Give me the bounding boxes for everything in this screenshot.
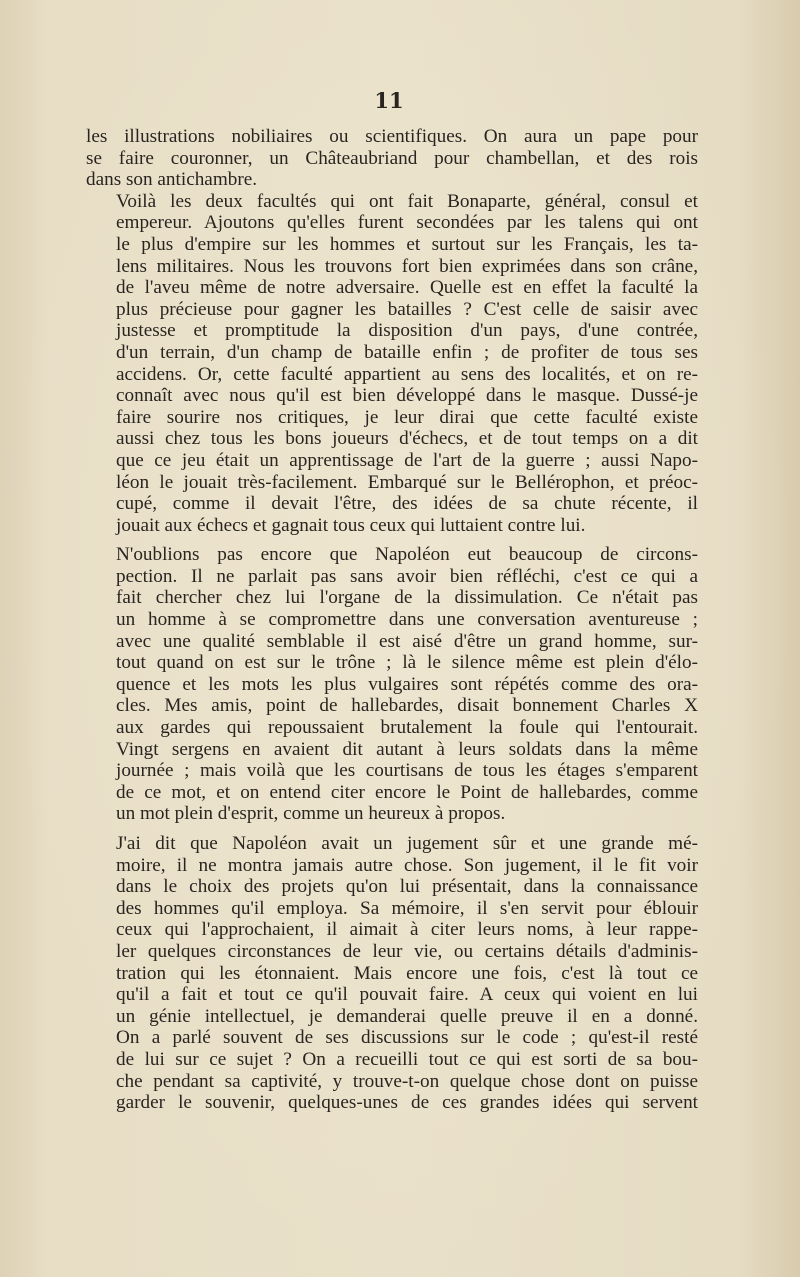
- text-line: J'ai dit que Napoléon avait un jugement sûr et une grande mé-: [116, 833, 698, 854]
- text-line: de ce mot, et on entend citer encore le Point de hallebardes, comme: [116, 781, 698, 803]
- text-line: faire sourire nos critiques, je leur dirai que cette faculté existe: [116, 406, 698, 428]
- text-line: de lui sur ce sujet ? On a recueilli tout ce qui est sorti de sa bou-: [116, 1048, 698, 1070]
- text-line: avec une qualité semblable il est aisé d'être un grand homme, sur-: [116, 630, 698, 652]
- text-line: des hommes qu'il employa. Sa mémoire, il s'en servit pour éblouir: [116, 897, 698, 919]
- text-line: N'oublions pas encore que Napoléon eut beaucoup de circons-: [116, 544, 698, 566]
- text-line: plus précieuse pour gagner les batailles ? C'est celle de saisir avec: [116, 298, 698, 320]
- text-line: garder le souvenir, quelques-unes de ces grandes idées qui servent: [116, 1092, 698, 1114]
- text-line: un homme à se compromettre dans une conversation aventureuse ;: [116, 609, 698, 631]
- text-line: de l'aveu même de notre adversaire. Quelle est en effet la faculté la: [116, 277, 698, 299]
- text-line: aussi chez tous les bons joueurs d'échecs, et de tout temps on a dit: [116, 428, 698, 450]
- text-line: se faire couronner, un Châteaubriand pour chambellan, et des rois: [86, 147, 698, 169]
- text-line: On a parlé souvent de ses discussions sur le code ; qu'est-il resté: [116, 1027, 698, 1049]
- page-body: [86, 126, 698, 1114]
- text-line: cupé, comme il devait l'être, des idées de sa chute récente, il: [116, 493, 698, 515]
- text-line: ceux qui l'approchaient, il aimait à citer leurs noms, à leur rappe-: [116, 919, 698, 941]
- text-line: empereur. Ajoutons qu'elles furent secondées par les talens qui ont: [116, 212, 698, 234]
- text-line: que ce jeu était un apprentissage de l'art de la guerre ; aussi Napo-: [116, 449, 698, 471]
- text-line: Vingt sergens en avaient dit autant à leurs soldats dans la même: [116, 738, 698, 760]
- text-line: accidens. Or, cette faculté appartient au sens des localités, et on re-: [116, 363, 698, 385]
- text-line: qu'il a fait et tout ce qu'il pouvait faire. A ceux qui voient en lui: [116, 984, 698, 1006]
- text-line: d'un terrain, d'un champ de bataille enfin ; de profiter de tous ses: [116, 341, 698, 363]
- text-line: léon le jouait très-facilement. Embarqué sur le Bellérophon, et préoc-: [116, 471, 698, 493]
- paragraph: [86, 833, 698, 1114]
- text-line: pection. Il ne parlait pas sans avoir bien réfléchi, c'est ce qui a: [116, 565, 698, 587]
- text-line: le plus d'empire sur les hommes et surtout sur les Français, les ta-: [116, 233, 698, 255]
- paragraph: [86, 191, 698, 537]
- text-line: un génie intellectuel, je demanderai quelle preuve il en a donné.: [116, 1005, 698, 1027]
- text-line: quence et les mots les plus vulgaires sont répétés comme des ora-: [116, 673, 698, 695]
- text-line: justesse et promptitude la disposition d'un pays, d'une contrée,: [116, 320, 698, 342]
- paragraph-gap: [86, 536, 698, 544]
- text-line: ler quelques circonstances de leur vie, ou certains détails d'adminis-: [116, 940, 698, 962]
- text-line: dans le choix des projets qu'on lui présentait, dans la connaissance: [116, 876, 698, 898]
- text-line: fait chercher chez lui l'organe de la dissimulation. Ce n'était pas: [116, 587, 698, 609]
- paragraph-gap: [86, 825, 698, 833]
- page-number: 11: [374, 88, 404, 113]
- paragraph: [86, 126, 698, 191]
- text-line: Voilà les deux facultés qui ont fait Bonaparte, général, consul et: [116, 190, 698, 212]
- text-line: lens militaires. Nous les trouvons fort bien exprimées dans son crâne,: [116, 255, 698, 277]
- text-line: jouait aux échecs et gagnait tous ceux qui luttaient contre lui.: [116, 514, 586, 536]
- text-line: un mot plein d'esprit, comme un heureux à propos.: [116, 803, 506, 825]
- text-line: aux gardes qui repoussaient brutalement la foule qui l'entourait.: [116, 717, 698, 739]
- text-line: moire, il ne montra jamais autre chose. Son jugement, il le fit voir: [116, 854, 698, 876]
- text-line: journée ; mais voilà que les courtisans de tous les étages s'emparent: [116, 760, 698, 782]
- text-line: dans son antichambre.: [86, 169, 258, 191]
- text-line: tout quand on est sur le trône ; là le silence même est plein d'élo-: [116, 652, 698, 674]
- text-line: che pendant sa captivité, y trouve-t-on quelque chose dont on puisse: [116, 1070, 698, 1092]
- text-line: cles. Mes amis, point de hallebardes, disait bonnement Charles X: [116, 695, 698, 717]
- text-line: tration qui les étonnaient. Mais encore une fois, c'est là tout ce: [116, 962, 698, 984]
- paragraph: [86, 544, 698, 825]
- text-line: les illustrations nobiliaires ou scientifiques. On aura un pape pour: [86, 126, 698, 147]
- text-line: connaît avec nous qu'il est bien développé dans le masque. Dussé-je: [116, 385, 698, 407]
